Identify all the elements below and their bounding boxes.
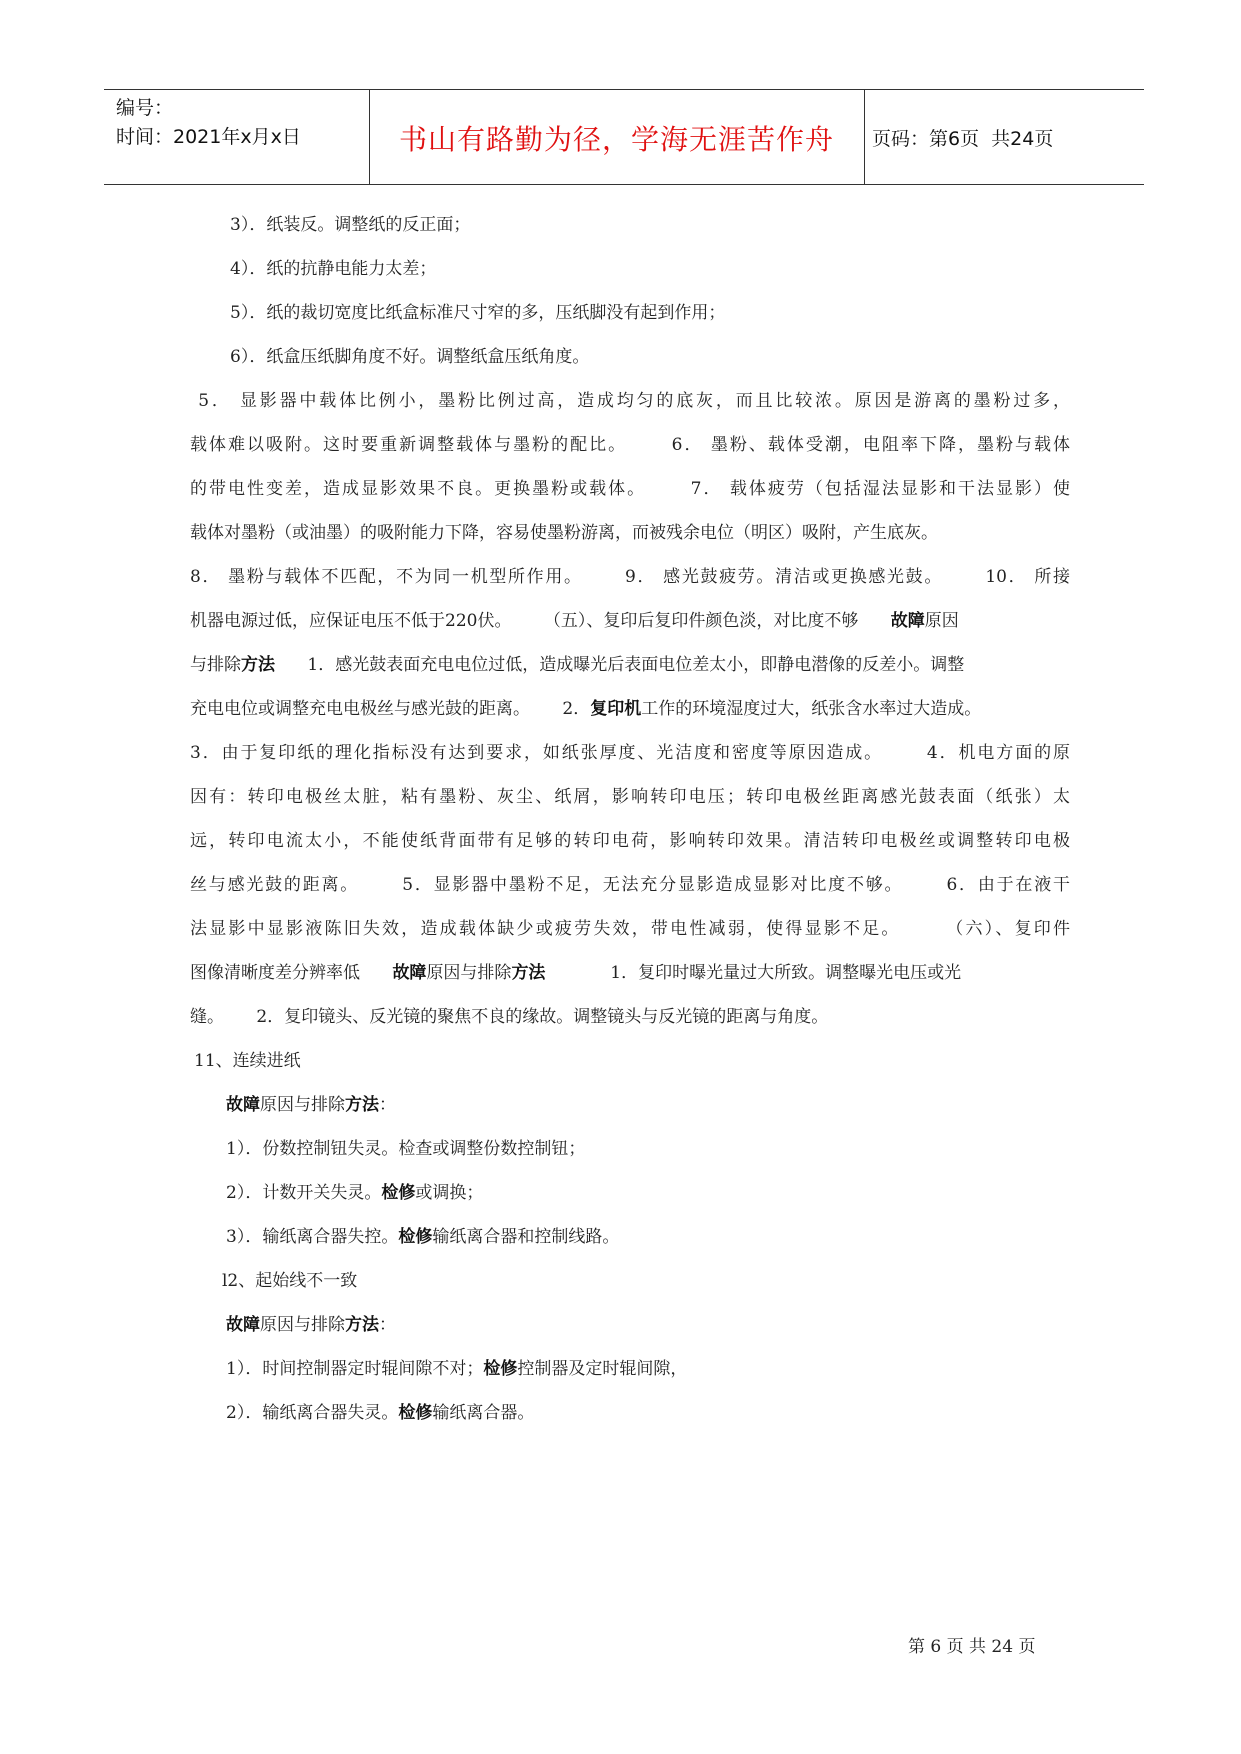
list-item: 4）．纸的抗静电能力太差； xyxy=(230,259,437,279)
text-span: 机器电源过低，应保证电压不低于220伏。 （五）、复印后复印件颜色淡，对比度不够 xyxy=(190,611,891,631)
paragraph-line xyxy=(190,694,981,719)
bold-keyword: 方法 xyxy=(345,1315,379,1335)
text-span: 工作的环境湿度过大，纸张含水率过大造成。 xyxy=(641,699,982,719)
header-divider xyxy=(864,90,865,184)
paragraph-line: 因有：转印电极丝太脏，粘有墨粉、灰尘、纸屑，影响转印电压；转印电极丝距离感光鼓表面（纸张）太 xyxy=(190,787,1070,807)
paragraph-line: 法显影中显影液陈旧失效，造成载体缺少或疲劳失效，带电性减弱，使得显影不足。 （六）、复印件 xyxy=(190,919,1070,939)
paragraph-line: 5． 显影器中载体比例小，墨粉比例过高，造成均匀的底灰，而且比较浓。原因是游离的墨粉过多， xyxy=(190,391,1070,411)
list-item xyxy=(226,1178,483,1203)
text-span: 控制器及定时辊间隙， xyxy=(517,1359,688,1379)
paragraph-line: 载体对墨粉（或油墨）的吸附能力下降，容易使墨粉游离，而被残余电位（明区）吸附，产生底灰。 xyxy=(190,523,938,543)
text-span: 原因与排除 xyxy=(426,963,512,983)
document-number-label: 编号： xyxy=(116,97,174,119)
text-span: 输纸离合器和控制线路。 xyxy=(432,1227,620,1247)
text-span: 1．复印时曝光量过大所致。调整曝光电压或光 xyxy=(545,963,962,983)
subheading xyxy=(226,1310,396,1335)
list-item: 6）．纸盒压纸脚角度不好。调整纸盒压纸角度。 xyxy=(230,347,590,367)
text-span: ： xyxy=(379,1315,396,1335)
bold-keyword: 检修 xyxy=(381,1183,416,1203)
bold-keyword: 复印机 xyxy=(590,699,642,719)
text-span: 3）．输纸离合器失控。 xyxy=(226,1227,399,1247)
paragraph-line: 丝与感光鼓的距离。 5．显影器中墨粉不足，无法充分显影造成显影对比度不够。 6．由于在液干 xyxy=(190,875,1070,895)
text-span: 原因与排除 xyxy=(260,1095,345,1115)
header-info xyxy=(116,94,366,152)
list-item xyxy=(226,1222,619,1247)
bold-keyword: 检修 xyxy=(483,1359,518,1379)
text-span: 输纸离合器。 xyxy=(432,1403,535,1423)
list-item: 5）．纸的裁切宽度比纸盒标准尺寸窄的多，压纸脚没有起到作用； xyxy=(230,303,726,323)
bold-keyword: 检修 xyxy=(398,1403,433,1423)
bold-keyword: 故障 xyxy=(226,1095,260,1115)
text-span: 1．感光鼓表面充电电位过低，造成曝光后表面电位差太小，即静电潜像的反差小。调整 xyxy=(275,655,965,675)
page-footer: 第 6 页 共 24 页 xyxy=(908,1637,1036,1657)
paragraph-line xyxy=(190,650,964,675)
text-span: 或调换； xyxy=(415,1183,484,1203)
header-page-number: 页码：第6页 共24页 xyxy=(872,128,1054,150)
text-span: 原因 xyxy=(924,611,959,631)
bold-keyword: 检修 xyxy=(398,1227,433,1247)
bold-keyword: 故障 xyxy=(226,1315,260,1335)
paragraph-line: 3．由于复印纸的理化指标没有达到要求，如纸张厚度、光洁度和密度等原因造成。 4．机电方面的原 xyxy=(190,743,1070,763)
paragraph-line: 远，转印电流太小，不能使纸背面带有足够的转印电荷，影响转印效果。清洁转印电极丝或调整转印电极 xyxy=(190,831,1070,851)
text-span: 2）．计数开关失灵。 xyxy=(226,1183,382,1203)
text-span: 与排除 xyxy=(190,655,241,675)
list-item: 1）．份数控制钮失灵。检查或调整份数控制钮； xyxy=(226,1139,586,1159)
text-span: 原因与排除 xyxy=(260,1315,345,1335)
subheading xyxy=(226,1090,396,1115)
bold-keyword: 方法 xyxy=(241,655,275,675)
list-item xyxy=(226,1398,534,1423)
header-motto: 书山有路勤为径，学海无涯苦作舟 xyxy=(398,123,834,156)
text-span: 充电电位或调整充电电极丝与感光鼓的距离。 2． xyxy=(190,699,591,719)
section-heading: 11、连续进纸 xyxy=(194,1051,301,1071)
paragraph-line xyxy=(190,958,961,983)
text-span: 1）．时间控制器定时辊间隙不对； xyxy=(226,1359,484,1379)
paragraph-line: 的带电性变差，造成显影效果不良。更换墨粉或载体。 7． 载体疲劳（包括湿法显影和干法显影）使 xyxy=(190,479,1070,499)
paragraph-line: 缝。 2．复印镜头、反光镜的聚焦不良的缘故。调整镜头与反光镜的距离与角度。 xyxy=(190,1007,829,1027)
page-header xyxy=(104,89,1144,185)
bold-keyword: 方法 xyxy=(511,963,546,983)
paragraph-line xyxy=(190,606,959,631)
section-heading: l2、起始线不一致 xyxy=(222,1271,358,1291)
list-item xyxy=(226,1354,687,1379)
bold-keyword: 方法 xyxy=(345,1095,379,1115)
list-item: 3）．纸装反。调整纸的反正面； xyxy=(230,215,471,235)
text-span: ： xyxy=(379,1095,396,1115)
document-date-label: 时间：2021年x月x日 xyxy=(116,126,301,148)
bold-keyword: 故障 xyxy=(890,611,925,631)
text-span: 2）．输纸离合器失灵。 xyxy=(226,1403,399,1423)
paragraph-line: 8． 墨粉与载体不匹配，不为同一机型所作用。 9． 感光鼓疲劳。清洁或更换感光鼓。 10． 所接 xyxy=(190,567,1070,587)
bold-keyword: 故障 xyxy=(392,963,427,983)
text-span: 图像清晰度差分辨率低 xyxy=(190,963,393,983)
paragraph-line: 载体难以吸附。这时要重新调整载体与墨粉的配比。 6． 墨粉、载体受潮，电阻率下降，墨粉与载体 xyxy=(190,435,1070,455)
